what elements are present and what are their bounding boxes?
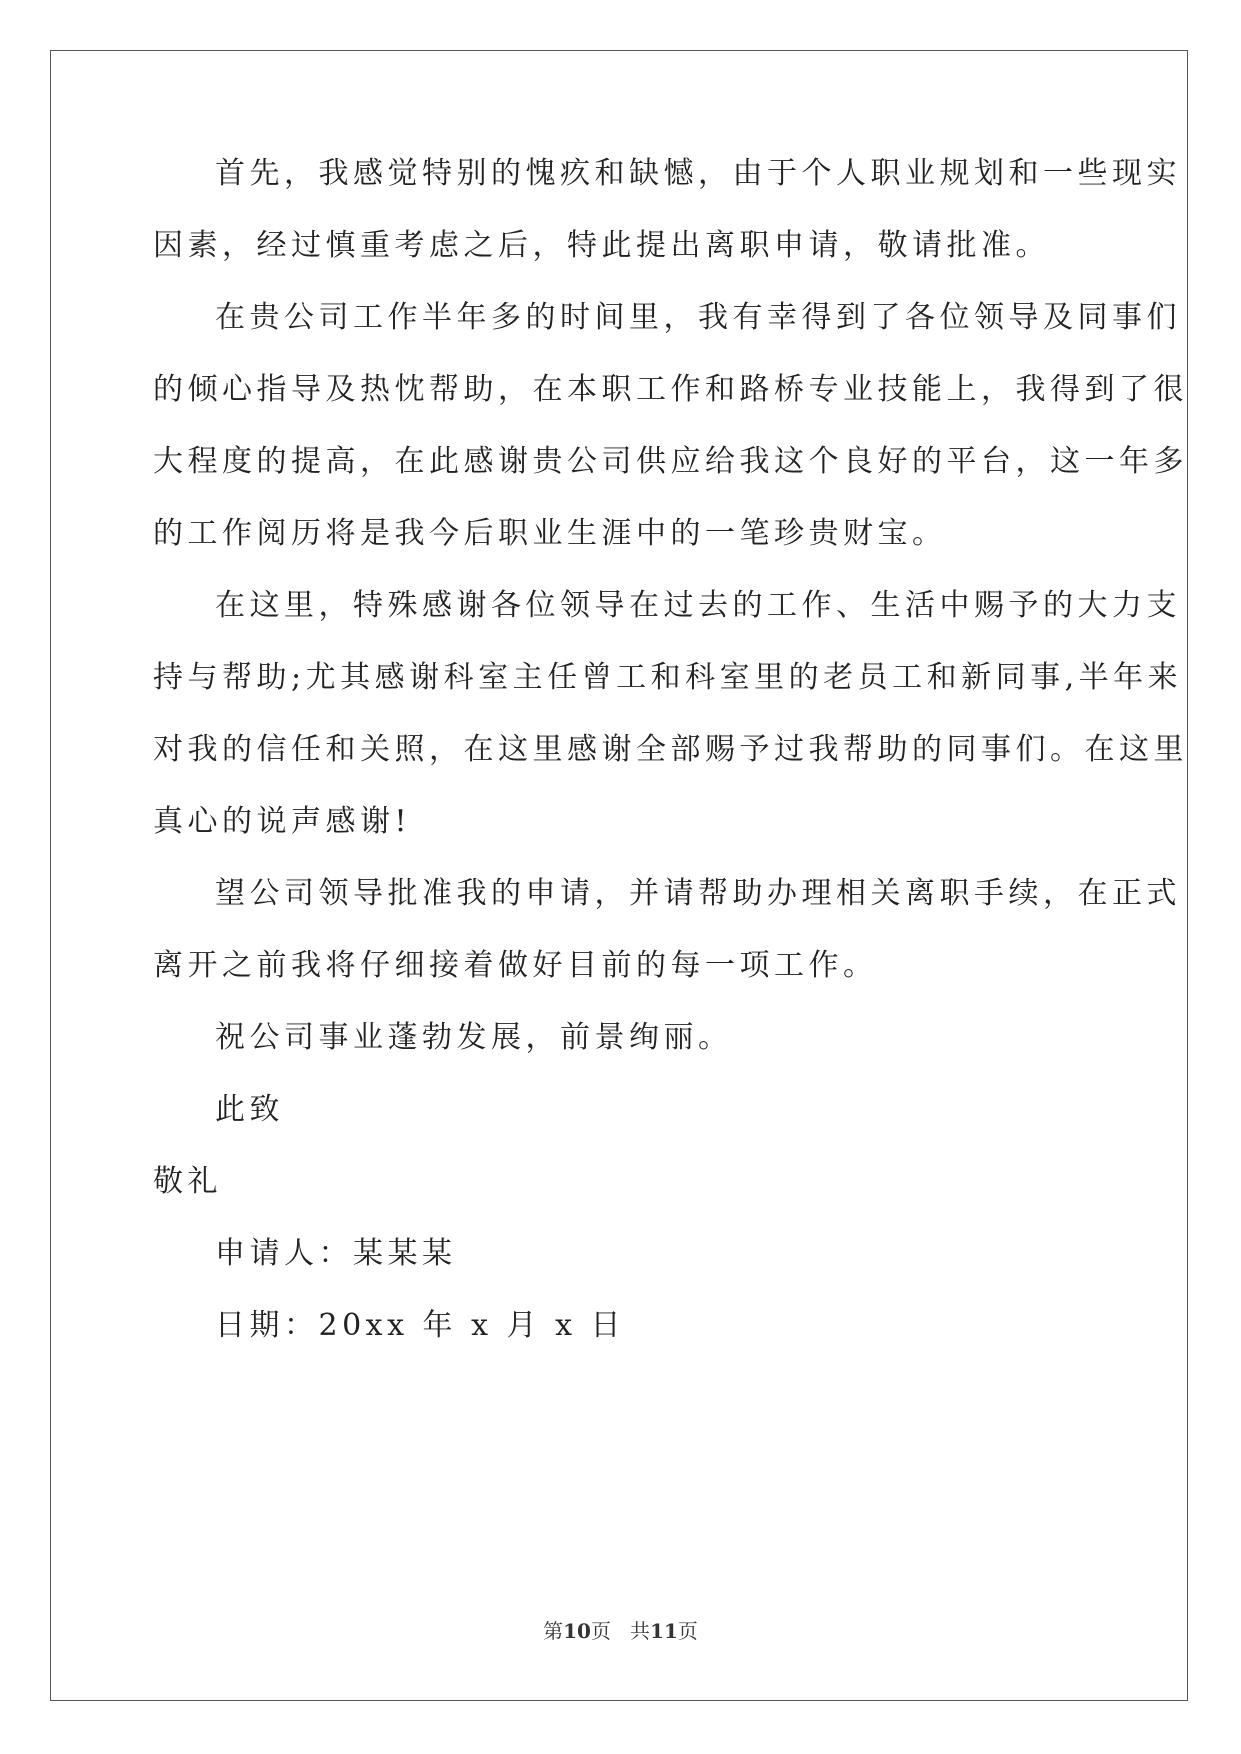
date-line: 日期：20xx 年 x 月 x 日 xyxy=(215,1308,626,1343)
salutation-line: 敬礼 xyxy=(153,1164,222,1199)
body-line: 离开之前我将仔细接着做好目前的每一项工作。 xyxy=(153,948,878,983)
page-prefix: 第 xyxy=(543,1619,564,1643)
body-line: 首先，我感觉特别的愧疚和缺憾，由于个人职业规划和一些现实 xyxy=(215,156,1181,191)
total-unit: 页 xyxy=(677,1619,698,1643)
body-line: 在贵公司工作半年多的时间里，我有幸得到了各位领导及同事们 xyxy=(215,300,1181,335)
body-line: 的工作阅历将是我今后职业生涯中的一笔珍贵财宝。 xyxy=(153,516,947,551)
page-current: 10 xyxy=(563,1619,591,1643)
body-line: 在这里，特殊感谢各位领导在过去的工作、生活中赐予的大力支 xyxy=(215,588,1181,623)
body-line: 持与帮助;尤其感谢科室主任曾工和科室里的老员工和新同事,半年来 xyxy=(153,660,1183,695)
body-line: 祝公司事业蓬勃发展，前景绚丽。 xyxy=(215,1020,733,1055)
closing-line: 此致 xyxy=(215,1092,284,1127)
page-number-footer xyxy=(0,1619,1241,1643)
page-unit: 页 xyxy=(590,1619,611,1643)
body-line: 因素，经过慎重考虑之后，特此提出离职申请，敬请批准。 xyxy=(153,228,1050,263)
body-line: 大程度的提高，在此感谢贵公司供应给我这个良好的平台，这一年多 xyxy=(153,444,1188,479)
footer-spacer xyxy=(611,1619,630,1643)
body-line: 对我的信任和关照，在这里感谢全部赐予过我帮助的同事们。在这里 xyxy=(153,732,1188,767)
applicant-line: 申请人：某某某 xyxy=(215,1236,457,1271)
body-line: 真心的说声感谢! xyxy=(153,804,412,839)
body-line: 望公司领导批准我的申请，并请帮助办理相关离职手续，在正式 xyxy=(215,876,1181,911)
body-line: 的倾心指导及热忱帮助，在本职工作和路桥专业技能上，我得到了很 xyxy=(153,372,1188,407)
total-prefix: 共 xyxy=(630,1619,651,1643)
page-total: 11 xyxy=(650,1619,678,1643)
